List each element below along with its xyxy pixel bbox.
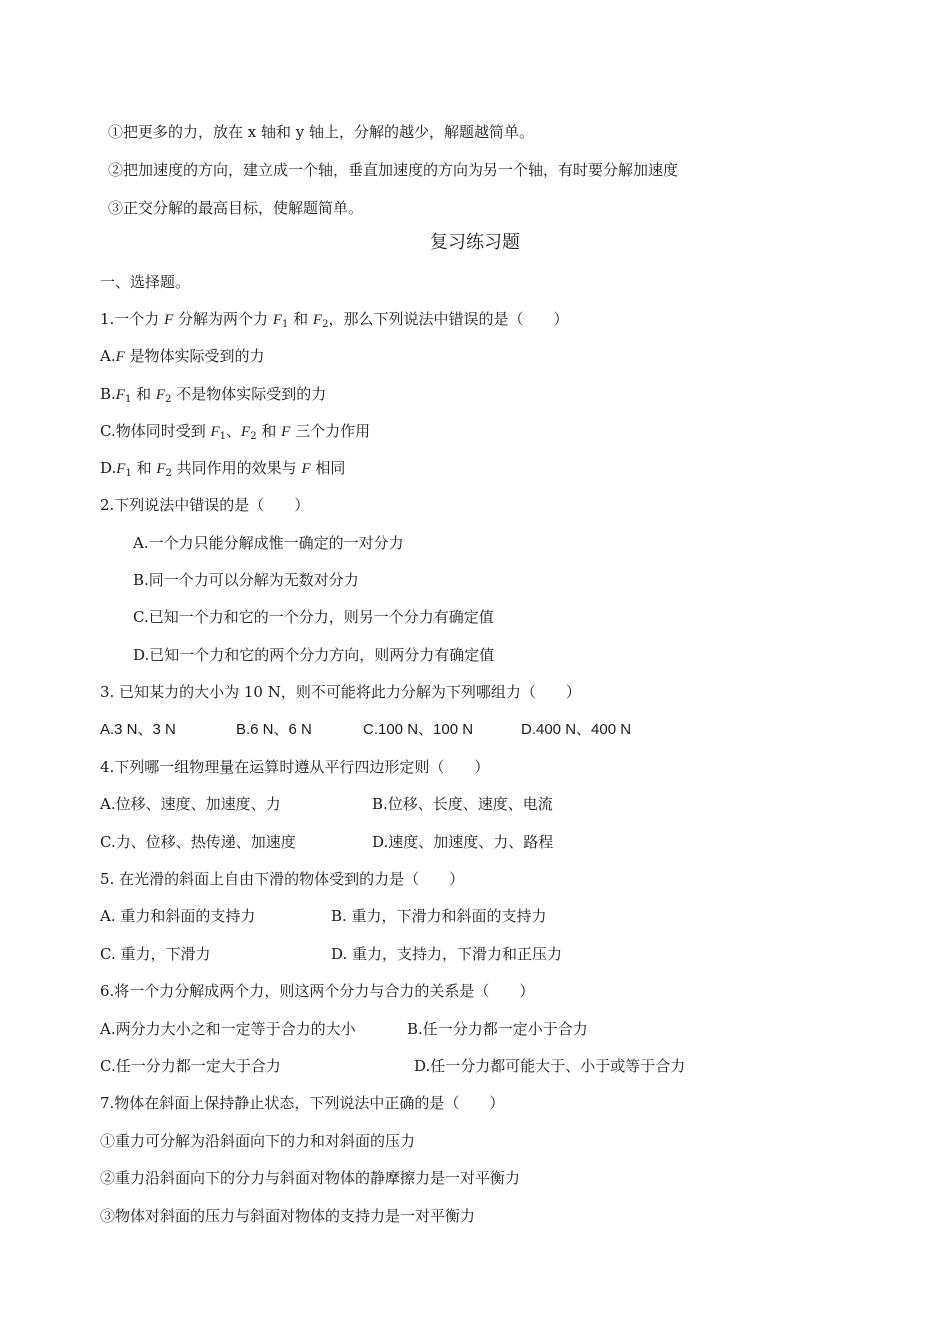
q2-option-d: D.已知一个力和它的两个分力方向，则两分力有确定值: [133, 646, 495, 664]
q6-stem: 6.将一个力分解成两个力，则这两个分力与合力的关系是（ ）: [100, 982, 535, 1000]
q1-option-b: $B.F_1$ 和 $F_2$ 不是物体实际受到的力: [100, 385, 327, 405]
q4-option-d: D.速度、加速度、力、路程: [372, 833, 554, 851]
q1-option-c: C.物体同时受到 $F_1$、$F_2$ 和 F 三个力作用: [100, 422, 371, 442]
q5-option-c: C. 重力，下滑力: [100, 945, 211, 963]
q5-option-b: B. 重力，下滑力和斜面的支持力: [331, 907, 547, 925]
intro-line-1: ①把更多的力，放在 x 轴和 y 轴上，分解的越少，解题越简单。: [108, 123, 535, 141]
q4-stem: 4.下列哪一组物理量在运算时遵从平行四边形定则（ ）: [100, 758, 490, 776]
q1-option-a: A.F 是物体实际受到的力: [100, 347, 265, 365]
q3-option-c: C.100 N、100 N: [363, 721, 474, 738]
q2-option-a: A.一个力只能分解成惟一确定的一对分力: [133, 534, 404, 552]
q3-option-b: B.6 N、6 N: [236, 721, 312, 738]
q2-option-c: C.已知一个力和它的一个分力，则另一个分力有确定值: [133, 608, 494, 626]
q7-item-3: ③物体对斜面的压力与斜面对物体的支持力是一对平衡力: [100, 1207, 476, 1225]
q6-option-d: D.任一分力都可能大于、小于或等于合力: [414, 1057, 686, 1075]
q2-option-b: B.同一个力可以分解为无数对分力: [133, 571, 359, 589]
q2-stem: 2.下列说法中错误的是（ ）: [100, 496, 310, 514]
q7-item-2: ②重力沿斜面向下的分力与斜面对物体的静摩擦力是一对平衡力: [100, 1169, 521, 1187]
q6-option-c: C.任一分力都一定大于合力: [100, 1057, 281, 1075]
q6-option-a: A.两分力大小之和一定等于合力的大小: [100, 1020, 356, 1038]
q4-option-b: B.位移、长度、速度、电流: [372, 795, 553, 813]
q3-option-d: D.400 N、400 N: [521, 721, 632, 738]
page-title: 复习练习题: [430, 232, 520, 253]
q1-stem: 1.一个力 F 分解为两个力 $F_1$ 和 $F_2$，那么下列说法中错误的是（ ）: [100, 310, 569, 330]
section-heading: 一、选择题。: [100, 273, 191, 291]
q5-stem: 5. 在光滑的斜面上自由下滑的物体受到的力是（ ）: [100, 870, 465, 888]
q3-stem: 3. 已知某力的大小为 10 N，则不可能将此力分解为下列哪组力（ ）: [100, 683, 581, 701]
q3-option-a: A.3 N、3 N: [100, 721, 176, 738]
intro-line-3: ③正交分解的最高目标，使解题简单。: [108, 199, 364, 217]
q4-option-c: C.力、位移、热传递、加速度: [100, 833, 296, 851]
q7-item-1: ①重力可分解为沿斜面向下的力和对斜面的压力: [100, 1132, 416, 1150]
q5-option-d: D. 重力，支持力，下滑力和正压力: [331, 945, 563, 963]
q5-option-a: A. 重力和斜面的支持力: [100, 907, 256, 925]
q4-option-a: A.位移、速度、加速度、力: [100, 795, 281, 813]
q7-stem: 7.物体在斜面上保持静止状态，下列说法中正确的是（ ）: [100, 1094, 505, 1112]
q1-option-d: $D.F_1$ 和 $F_2$ 共同作用的效果与 F 相同: [100, 459, 346, 479]
intro-line-2: ②把加速度的方向，建立成一个轴，垂直加速度的方向为另一个轴，有时要分解加速度: [108, 161, 679, 179]
q6-option-b: B.任一分力都一定小于合力: [407, 1020, 588, 1038]
